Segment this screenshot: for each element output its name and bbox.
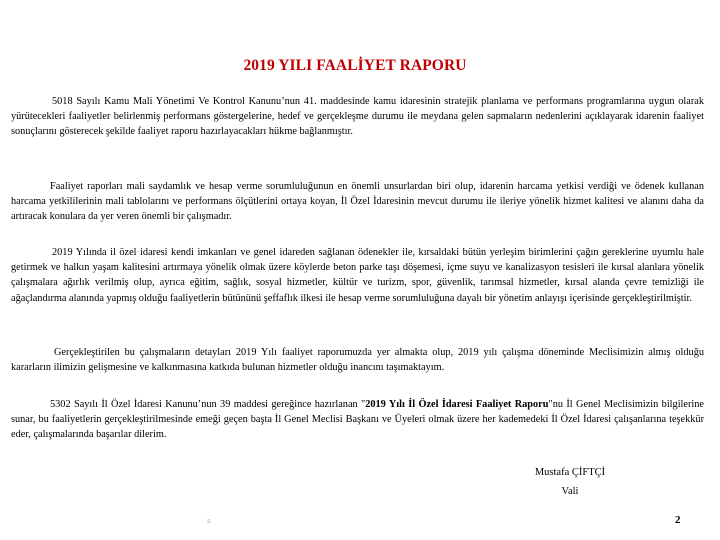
- page-title: 2019 YILI FAALİYET RAPORU: [243, 57, 467, 74]
- acknowledgement-text-end: "nu İl Genel Meclisimizin bilgilerine sunar, bu faaliyetlerin gerçekleştirilmesinde emeği geçen başta İl Genel Meclisi Başkanı ve Üyeleri olmak üzere her kademedeki İl Özel İdaresi çalışanlarına teşekkür eder, çalışmalarında başarılar dilerim.: [11, 399, 704, 441]
- paragraph-legal-basis: 5018 Sayılı Kamu Mali Yönetimi Ve Kontrol Kanunu’nun 41. maddesinde kamu idaresinin stratejik planlama ve performans programlarına uygun olarak yürütecekleri faaliyetler belirlenmiş performans göstergelerine, hedef ve gerçekleşme durumu ile meydana gelen sapmaların nedenlerini açıklayarak idarenin faaliyet sonuçlarını gösterecek şekilde faaliyet raporu hazırlayacakları hükme bağlanmıştır.: [11, 96, 704, 138]
- signature-title: Vali: [561, 486, 579, 497]
- report-name-bold: 2019 Yılı İl Özel İdaresi Faaliyet Raporu: [365, 399, 549, 410]
- signature-name: Mustafa ÇİFTÇİ: [534, 467, 606, 478]
- paragraph-2019-activities: 2019 Yılında il özel idaresi kendi imkanları ve genel idareden sağlanan ödenekler ile, kırsaldaki bütün yerleşim birimlerini çağın gereklerine uyumlu hale getirmek ve halkın yaşam kalitesini artırmaya yönelik olmak üzere köylerde beton parke taşı döşemesi, içme suyu ve kanalizasyon tesisleri ile kırsal alanlara yönelik çalışmalara ağırlık verilmiş olup, ayrıca eğitim, sağlık, sosyal hizmetler, kültür ve turizm, spor, güvenlik, tarımsal hizmetler, kırsal alanda çevre temizliği ile ağaçlandırma alanında yapmış olduğu faaliyetlerin bütününü şeffaflık ilkesi ile hesap verme sorumluluğuna dayalı bir yönetim anlayışı içerisinde gerçekleştirilmiştir.: [11, 247, 704, 304]
- acknowledgement-text-start: 5302 Sayılı İl Özel İdaresi Kanunu’nun 39 maddesi gereğince hazırlanan ": [50, 399, 366, 410]
- paragraph-acknowledgement: [11, 397, 704, 443]
- paragraph-details: Gerçekleştirilen bu çalışmaların detayları 2019 Yılı faaliyet raporumuzda yer almakta olup, 2019 yılı çalışma döneminde Meclisimizin almış olduğu kararların ilimizin gelişmesine ve kalkınmasına katkıda bulunan hizmetler olduğu inancını taşımaktayım.: [11, 347, 704, 374]
- page-number: 2: [675, 514, 681, 526]
- paragraph-report-purpose: Faaliyet raporları mali saydamlık ve hesap verme sorumluluğunun en önemli unsurlardan biri olup, idarenin harcama yetkisi verdiği ve ödenek kullanan harcama yetkililerinin mali tablolarını ve performans ölçütlerini ortaya koyan, İl Özel İdaresinin mevcut durumu ile ileriye yönelik hizmet kalitesi ve alanını daha da artıracak konulara da yer veren önemli bir çalışmadır.: [11, 181, 704, 223]
- footer-mark: s: [207, 517, 211, 525]
